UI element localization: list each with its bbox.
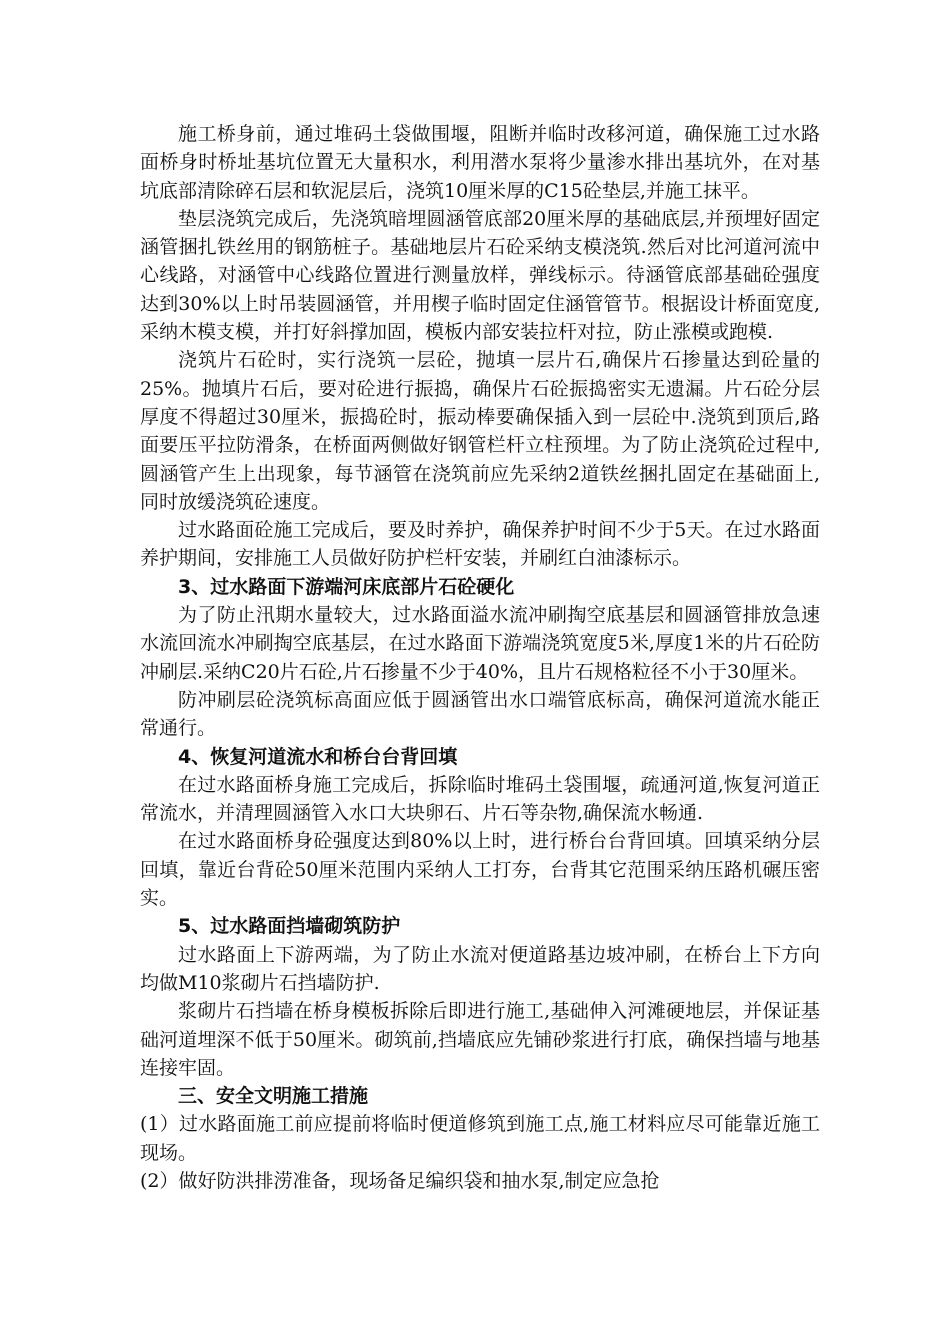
paragraph-cofferdam: 施工桥身前，通过堆码土袋做围堰，阻断并临时改移河道，确保施工过水路面桥身时桥址基坑位置无大量积水，利用潜水泵将少量渗水排出基坑外，在对基坑底部清除碎石层和软泥层后，浇筑10厘米厚的C15砼垫层,并施工抹平。	[140, 123, 820, 202]
paragraph-wall-foundation: 浆砌片石挡墙在桥身模板拆除后即进行施工,基础伸入河滩硬地层，并保证基础河道埋深不低于50厘米。砌筑前,挡墙底应先铺砂浆进行打底，确保挡墙与地基连接牢固。	[140, 1000, 820, 1079]
document-page	[140, 120, 820, 1195]
paragraph-restore-flow: 在过水路面桥身施工完成后，拆除临时堆码土袋围堰，疏通河道,恢复河道正常流水，并清理圆涵管入水口大块卵石、片石等杂物,确保流水畅通.	[140, 773, 820, 825]
section-heading-safety: 三、安全文明施工措施	[178, 1085, 369, 1108]
paragraph-retaining-wall: 过水路面上下游两端，为了防止水流对便道路基边坡冲刷，在桥台上下方向均做M10浆砌片石挡墙防护.	[140, 943, 820, 994]
section-heading-3: 3、过水路面下游端河床底部片石砼硬化	[178, 575, 515, 598]
paragraph-backfill: 在过水路面桥身砼强度达到80%以上时，进行桥台台背回填。回填采纳分层回填，靠近台背砼50厘米范围内采纳人工打夯，台背其它范围采纳压路机碾压密实。	[140, 830, 820, 910]
paragraph-rubble-concrete: 浇筑片石砼时，实行浇筑一层砼，抛填一层片石,确保片石掺量达到砼量的25%。抛填片石后，要对砼进行振捣，确保片石砼振捣密实无遗漏。片石砼分层厚度不得超过30厘米，振捣砼时，振动棒要确保插入到一层砼中.浇筑到顶后,路面要压平拉防滑条，在桥面两侧做好钢管栏杆立柱预埋。为了防止浇筑砼过程中,圆涵管产生上出现象，每节涵管在浇筑前应先采纳2道铁丝捆扎固定在基础面上,同时放缓浇筑砼速度。	[140, 349, 820, 513]
list-item-2: (2）做好防洪排涝准备，现场备足编织袋和抽水泵,制定应急抢	[140, 1169, 660, 1192]
paragraph-scour-elevation: 防冲刷层砼浇筑标高面应低于圆涵管出水口端管底标高，确保河道流水能正常通行。	[140, 688, 820, 740]
list-item-1: (1）过水路面施工前应提前将临时便道修筑到施工点,施工材料应尽可能靠近施工现场。	[140, 1113, 820, 1164]
paragraph-curing: 过水路面砼施工完成后，要及时养护，确保养护时间不少于5天。在过水路面养护期间，安排施工人员做好防护栏杆安装，并刷红白油漆标示。	[140, 519, 820, 570]
paragraph-scour-layer: 为了防止汛期水量较大，过水路面溢水流冲刷掏空底基层和圆涵管排放急速水流回流水冲刷掏空底基层，在过水路面下游端浇筑宽度5米,厚度1米的片石砼防冲刷层.采纳C20片石砼,片石掺量不少于40%，且片石规格粒径不小于30厘米。	[140, 604, 820, 683]
section-heading-5: 5、过水路面挡墙砌筑防护	[178, 915, 401, 938]
paragraph-culvert-base: 垫层浇筑完成后，先浇筑暗埋圆涵管底部20厘米厚的基础底层,并预埋好固定涵管捆扎铁丝用的钢筋桩子。基础地层片石砼采纳支模浇筑.然后对比河道河流中心线路，对涵管中心线路位置进行测量放样，弹线标示。待涵管底部基础砼强度达到30%以上时吊装圆涵管，并用楔子临时固定住涵管管节。根据设计桥面宽度,采纳木模支模，并打好斜撑加固，模板内部安装拉杆对拉，防止涨模或跑模.	[140, 207, 820, 344]
section-heading-4: 4、恢复河道流水和桥台台背回填	[178, 745, 458, 768]
